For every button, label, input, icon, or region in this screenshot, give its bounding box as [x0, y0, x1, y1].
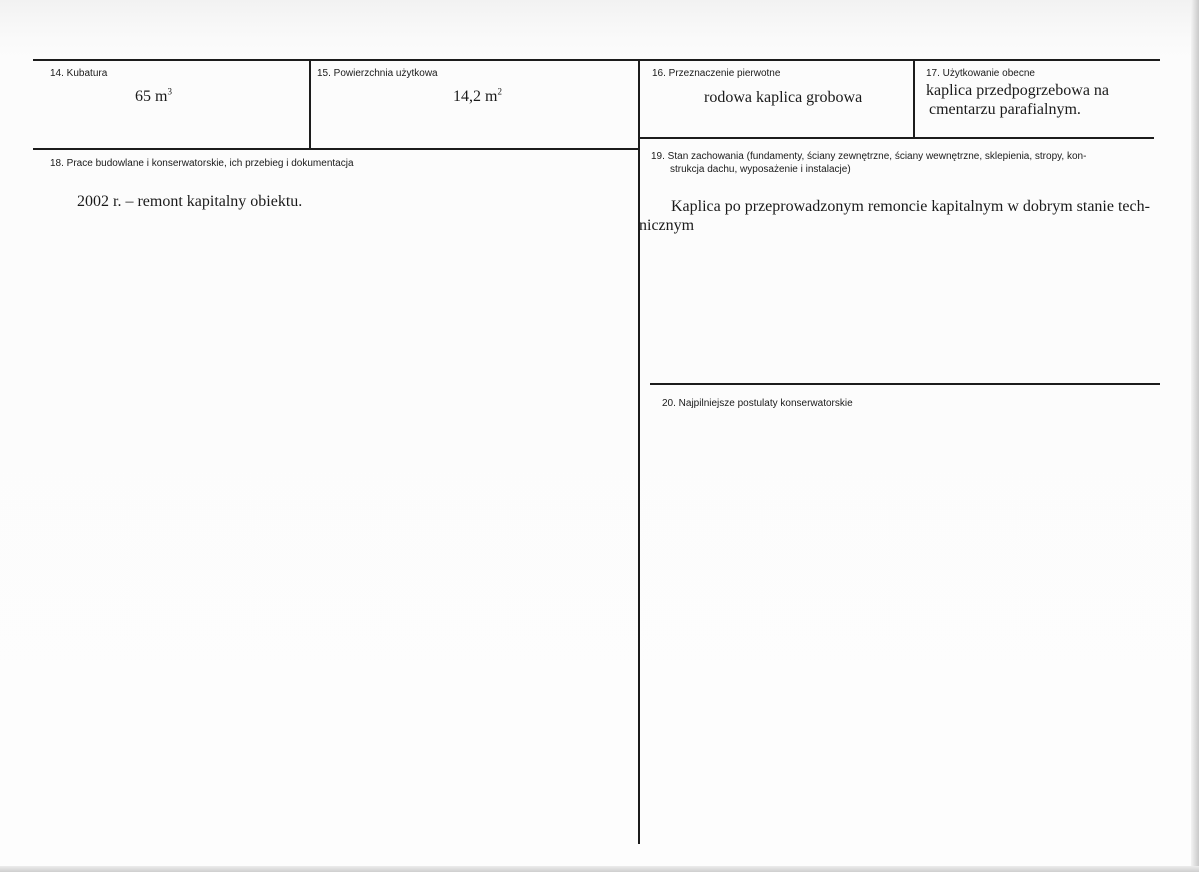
divider-14-15 — [309, 59, 311, 149]
field-19-label-line1: 19. Stan zachowania (fundamenty, ściany zewnętrzne, ściany wewnętrzne, sklepienia, stropy, kon- — [651, 151, 1087, 162]
field-18-label: 18. Prace budowlane i konserwatorskie, ich przebieg i dokumentacja — [50, 158, 354, 169]
field-19-value-line2: nicznym — [639, 217, 695, 234]
field-15-value — [453, 87, 502, 106]
field-16-label: 16. Przeznaczenie pierwotne — [652, 68, 781, 79]
page-edge-right — [1191, 0, 1199, 872]
rule-under-16-17 — [638, 137, 1154, 139]
field-17-label: 17. Użytkowanie obecne — [926, 68, 1035, 79]
field-15-exponent: 2 — [497, 86, 502, 97]
top-rule — [33, 59, 1160, 61]
field-14-value — [135, 87, 172, 106]
rule-above-20 — [650, 383, 1160, 385]
field-16-value: rodowa kaplica grobowa — [704, 89, 863, 106]
field-14-label: 14. Kubatura — [50, 68, 108, 79]
center-divider — [638, 59, 640, 844]
field-20-label: 20. Najpilniejsze postulaty konserwatorskie — [662, 398, 853, 409]
page-edge-bottom — [0, 866, 1199, 872]
field-17-value-line1: kaplica przedpogrzebowa na — [926, 82, 1110, 99]
rule-under-14-15 — [33, 148, 639, 150]
field-19-label-line2: strukcja dachu, wyposażenie i instalacje) — [670, 164, 851, 175]
field-18-value: 2002 r. – remont kapitalny obiektu. — [77, 193, 303, 210]
divider-16-17 — [913, 59, 915, 138]
field-14-exponent: 3 — [167, 86, 172, 97]
field-14-value-text: 65 m — [135, 88, 168, 105]
field-15-label: 15. Powierzchnia użytkowa — [317, 68, 438, 79]
field-19-value-line1: Kaplica po przeprowadzonym remoncie kapitalnym w dobrym stanie tech- — [671, 198, 1150, 215]
field-15-value-text: 14,2 m — [453, 88, 498, 105]
field-17-value-line2: cmentarzu parafialnym. — [929, 101, 1081, 118]
